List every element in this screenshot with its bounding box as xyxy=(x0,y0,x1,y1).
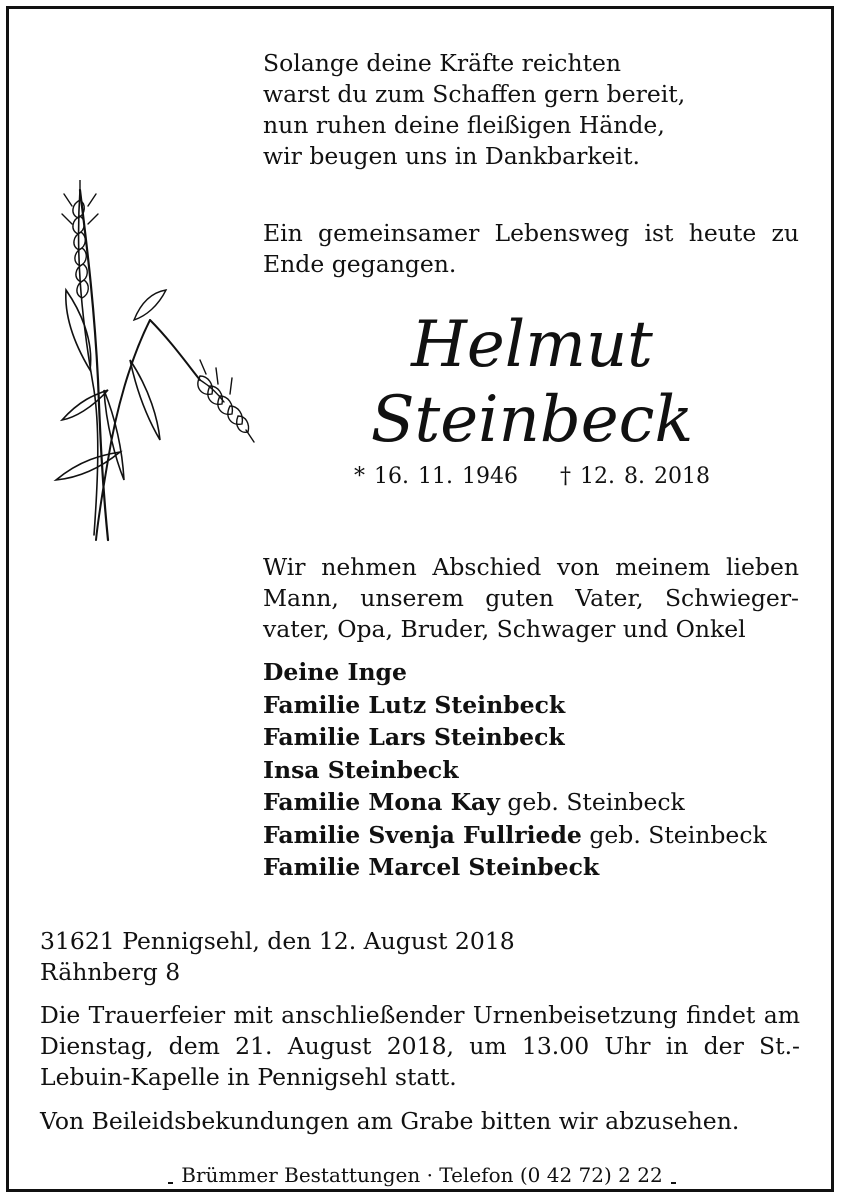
family-list xyxy=(263,656,823,884)
family-member-name: Deine Inge xyxy=(263,658,407,686)
deceased-first-name: Helmut xyxy=(411,308,653,382)
intro-text: Ein gemeinsamer Lebensweg ist heute zu Ende gegangen. xyxy=(263,219,799,278)
poem-line: wir beugen uns in Dankbarkeit. xyxy=(263,142,640,170)
family-member-name: Insa Steinbeck xyxy=(263,755,459,784)
funeral-home-contact: Brümmer Bestattungen · Telefon (0 42 72) 2 22 xyxy=(173,1163,670,1187)
family-member-name: Familie Marcel Steinbeck xyxy=(263,853,600,881)
life-dates xyxy=(262,462,802,492)
family-member-name: Familie Svenja Fullriede xyxy=(263,820,582,849)
deceased-last-name: Steinbeck xyxy=(370,383,694,457)
family-member-name: Familie Lutz Steinbeck xyxy=(263,690,566,719)
funeral-notice: Die Trauerfeier mit anschließender Urnenbeisetzung findet am Dienstag, dem 21. August 2018, um 13.00 Uhr in der St.-Lebuin-Kapelle in Pennigsehl statt. xyxy=(40,1001,800,1091)
wheat-ears-icon xyxy=(50,180,255,550)
family-member-name: Familie Lars Steinbeck xyxy=(263,723,565,751)
family-member-suffix: geb. Steinbeck xyxy=(589,820,767,849)
poem-verse xyxy=(263,48,803,172)
family-member xyxy=(263,689,823,722)
family-member xyxy=(263,721,823,754)
place-and-date xyxy=(40,926,800,988)
address-line: Rähnberg 8 xyxy=(40,958,181,986)
condolence-notice: Von Beileidsbekundungen am Grabe bitten wir abzusehen. xyxy=(40,1107,740,1135)
death-date: † 12. 8. 2018 xyxy=(560,464,710,489)
family-member xyxy=(263,656,823,689)
place-line: 31621 Pennigsehl, den 12. August 2018 xyxy=(40,927,515,955)
family-member xyxy=(263,819,823,852)
family-member xyxy=(263,754,823,787)
family-member xyxy=(263,786,823,819)
family-member-name: Familie Mona Kay xyxy=(263,788,500,816)
poem-line: nun ruhen deine fleißigen Hände, xyxy=(263,111,665,139)
family-member-suffix: geb. Steinbeck xyxy=(507,788,685,816)
family-member xyxy=(263,851,823,884)
poem-line: Solange deine Kräfte reichten xyxy=(263,49,622,77)
birth-date: * 16. 11. 1946 xyxy=(354,464,518,489)
poem-line: warst du zum Schaffen gern bereit, xyxy=(263,80,686,108)
farewell-text: Wir nehmen Abschied von meinem lieben Mann, unserem guten Vater, Schwieger-vater, Opa, Bruder, Schwager und Onkel xyxy=(263,553,799,643)
footer xyxy=(0,1162,844,1188)
